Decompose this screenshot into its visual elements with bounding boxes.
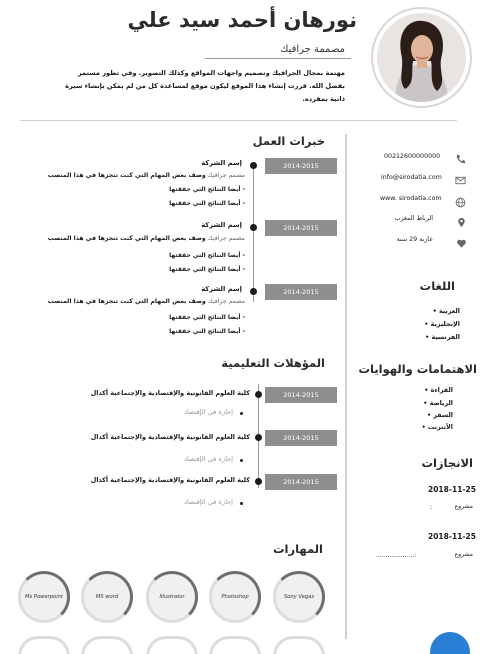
contact-status: عازبة 29 سنة <box>396 236 433 243</box>
achievement-date: 2018-11-25 <box>428 532 476 541</box>
education-period: 2014-2015 <box>265 430 337 446</box>
education-degree: إجازة في الإقتصاد <box>183 408 233 416</box>
timeline-dot <box>255 434 262 441</box>
skill-name: MS word <box>95 594 119 600</box>
column-divider <box>345 134 347 639</box>
skill-name: Sony Vegas <box>283 594 315 600</box>
experience-achievement: - أيضا النتائج التي حققتها <box>169 328 245 335</box>
experience-achievement: - أيضا النتائج التي حققتها <box>169 266 245 273</box>
interest-item: الأنترنت • <box>421 423 453 431</box>
skill-circle-partial <box>209 636 261 654</box>
skill-name: Illustrator <box>159 594 185 600</box>
timeline-dot <box>250 288 257 295</box>
achievement-value: ....................: <box>376 552 417 559</box>
experience-period: 2014-2015 <box>265 284 337 300</box>
interest-item: السفر • <box>427 411 453 419</box>
experience-company: إسم الشركة <box>201 159 242 167</box>
experience-desc: وصف بعض المهام التي كنت تنجزها في هذا المنصب <box>47 298 206 305</box>
timeline-dot <box>250 224 257 231</box>
skill-circle <box>146 571 198 623</box>
contact-email[interactable]: info@sirodatia.com <box>381 174 442 181</box>
section-title-achievements: الانجازات <box>421 456 473 470</box>
skill-name: Photoshop <box>221 594 249 600</box>
education-institution: كلية العلوم القانونية والإقتصادية والإجتماعية أكدال <box>90 433 250 441</box>
bullet <box>240 502 243 505</box>
experience-achievement: - أيضا النتائج التي حققتها <box>169 186 245 193</box>
timeline-dot <box>255 478 262 485</box>
education-institution: كلية العلوم القانونية والإقتصادية والإجتماعية أكدال <box>90 476 250 484</box>
experience-desc: وصف بعض المهام التي كنت تنجزها في هذا المنصب <box>47 172 206 179</box>
language-item: العربية • <box>432 307 460 315</box>
job-title: مصممة جرافيك <box>280 44 345 55</box>
timeline-dot <box>250 162 257 169</box>
experience-achievement: - أيضا النتائج التي حققتها <box>169 200 245 207</box>
job-title-underline <box>205 58 351 59</box>
phone-icon <box>455 150 466 169</box>
experience-desc: وصف بعض المهام التي كنت تنجزها في هذا المنصب <box>47 235 206 242</box>
experience-role-line <box>48 172 245 179</box>
timeline-dot <box>255 391 262 398</box>
decorative-corner-circle <box>430 632 470 654</box>
candidate-name: نورهان أحمد سيد علي <box>127 8 357 32</box>
section-title-experience: خبرات العمل <box>252 134 325 148</box>
experience-period: 2014-2015 <box>265 220 337 236</box>
achievement-project: مشروع <box>454 551 473 558</box>
experience-achievement: - أيضا النتائج التي حققتها <box>169 314 245 321</box>
location-pin-icon <box>456 213 467 232</box>
skill-circle <box>18 571 70 623</box>
section-title-interests: الاهتمامات والهوايات <box>358 362 477 376</box>
skill-circle-partial <box>273 636 325 654</box>
contact-website[interactable]: www. sirodatia.com <box>380 195 442 202</box>
experience-company: إسم الشركة <box>201 285 242 293</box>
intro-paragraph <box>15 67 345 106</box>
bullet <box>240 459 243 462</box>
experience-timeline <box>253 162 254 302</box>
skill-circle-partial <box>81 636 133 654</box>
experience-role-line <box>48 298 245 305</box>
language-item: الفرنسية • <box>425 333 460 341</box>
bullet <box>240 412 243 415</box>
heart-icon <box>456 234 467 253</box>
achievement-date: 2018-11-25 <box>428 485 476 494</box>
experience-company: إسم الشركة <box>201 221 242 229</box>
skill-circle <box>273 571 325 623</box>
experience-achievement: - أيضا النتائج التي حققتها <box>169 252 245 259</box>
achievement-project: مشروع <box>454 503 473 510</box>
achievement-value: : <box>430 504 433 511</box>
mail-icon <box>455 171 466 190</box>
language-item: الإنجليزية • <box>424 320 460 328</box>
section-title-education: المؤهلات التعليمية <box>221 356 325 370</box>
interest-item: الرياضة • <box>423 399 453 407</box>
experience-role: مصمم جرافيك <box>207 298 245 305</box>
section-title-skills: المهارات <box>273 542 323 556</box>
education-institution: كلية العلوم القانونية والإقتصادية والإجتماعية أكدال <box>90 389 250 397</box>
skill-circle-partial <box>146 636 198 654</box>
header-divider <box>20 120 457 121</box>
globe-icon <box>455 193 466 212</box>
skill-circle-partial <box>18 636 70 654</box>
experience-role: مصمم جرافيك <box>207 172 245 179</box>
experience-period: 2014-2015 <box>265 158 337 174</box>
experience-role-line <box>48 235 245 242</box>
intro-line: ذاتية بمفرده. <box>302 95 345 103</box>
skill-name: Ms Powerpoint <box>25 594 63 600</box>
education-period: 2014-2015 <box>265 387 337 403</box>
experience-role: مصمم جرافيك <box>207 235 245 242</box>
skill-circle <box>81 571 133 623</box>
contact-phone[interactable]: 00212600000000 <box>384 153 441 160</box>
interest-item: القراءة • <box>424 386 453 394</box>
education-degree: إجازة في الإقتصاد <box>183 498 233 506</box>
intro-line: مهتمة بمجال الجرافيك وتصميم واجهات المواقع وكذلك التصوير. وفي تطور مستمر <box>77 69 345 77</box>
education-period: 2014-2015 <box>265 474 337 490</box>
skill-circle <box>209 571 261 623</box>
section-title-languages: اللغات <box>419 279 455 293</box>
education-degree: إجازة في الإقتصاد <box>183 455 233 463</box>
intro-line: بفضل الله. قررت إنشاء هذا الموقع ليكون موقع لمساعدة كل من لم يمكن بإنشاء سيرة <box>65 82 345 90</box>
contact-address: الرباط المغرب <box>394 215 433 222</box>
profile-photo <box>377 13 466 102</box>
